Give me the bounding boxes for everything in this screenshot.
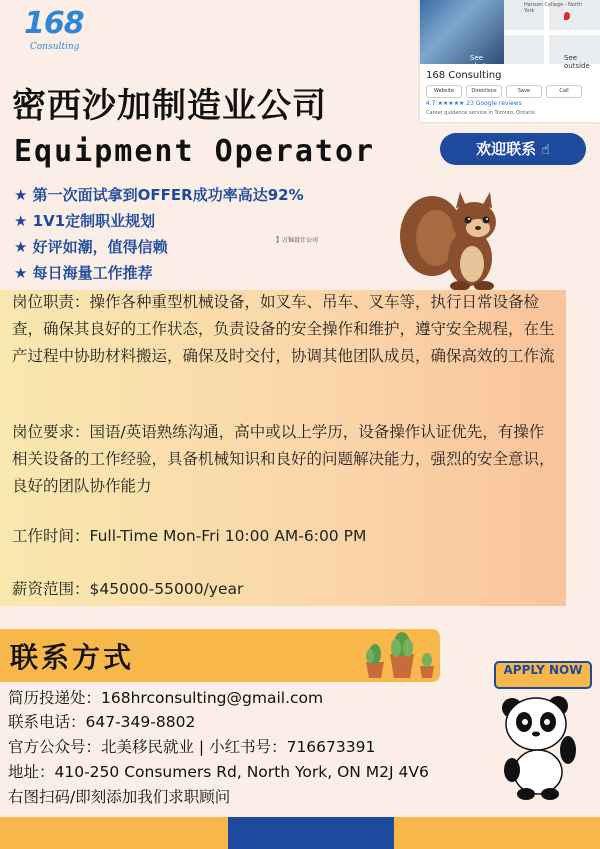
save-button[interactable]: Save <box>506 85 542 98</box>
see-photos-label: See photos <box>470 54 494 70</box>
perk-list <box>14 182 304 286</box>
perk-item: ★ 第一次面试拿到OFFER成功率高达92% <box>14 186 304 204</box>
resume-email[interactable]: 简历投递处：168hrconsulting@gmail.com <box>8 689 324 707</box>
google-business-card[interactable] <box>420 0 600 122</box>
watermark-text: 】万锦设计公司 <box>276 237 319 244</box>
building-photo[interactable] <box>420 0 504 70</box>
business-name: 168 Consulting <box>426 70 502 81</box>
job-duties: 岗位职责：操作各种重型机械设备，如叉车、吊车、叉车等，执行日常设备检查，确保其良好的工作状态，负责设备的安全操作和维护，遵守安全规程，在生产过程中协助材料搬运，确保及时交付，协调其他团队成员，确保高效的工作流 <box>12 293 555 365</box>
business-action-buttons <box>426 85 582 98</box>
position-title: Equipment Operator <box>14 134 376 169</box>
map-place-label: Hanson College - North York <box>524 2 583 14</box>
directions-button[interactable]: Directions <box>466 85 502 98</box>
see-outside-label: See outside <box>564 54 590 70</box>
perk-item: ★ 每日海量工作推荐 <box>14 264 153 282</box>
panda-illustration <box>496 692 580 800</box>
welcome-contact-button[interactable] <box>440 133 586 165</box>
squirrel-illustration <box>398 188 510 294</box>
perk-item: ★ 1V1定制职业规划 <box>14 212 156 230</box>
business-rating[interactable]: 4.7 ★★★★★ 23 Google reviews <box>426 100 522 107</box>
scan-qr-hint: 右图扫码/即刻添加我们求职顾问 <box>8 788 231 806</box>
logo-subtitle: Consulting <box>30 42 80 52</box>
map-pin-icon <box>564 12 570 20</box>
hand-pointer-icon: ☝ <box>541 142 550 158</box>
bottom-bar-accent <box>228 817 394 849</box>
official-accounts: 官方公众号：北美移民就业 | 小红书号：716673391 <box>8 738 376 756</box>
potted-plants-illustration <box>362 632 440 680</box>
contact-section-title: 联系方式 <box>10 641 135 674</box>
call-button[interactable]: Call <box>546 85 582 98</box>
perk-item: ★ 好评如潮，值得信赖 <box>14 238 168 256</box>
job-requirements: 岗位要求：国语/英语熟练沟通，高中或以上学历，设备操作认证优先，有操作相关设备的工作经验，具备机械知识和良好的问题解决能力，强烈的安全意识，良好的团队协作能力 <box>12 423 555 495</box>
company-title: 密西沙加制造业公司 <box>12 86 327 126</box>
salary-range: 薪资范围：$45000-55000/year <box>12 580 244 598</box>
map-thumbnail[interactable] <box>504 0 600 70</box>
work-hours: 工作时间：Full-Time Mon-Fri 10:00 AM-6:00 PM <box>12 527 367 545</box>
website-button[interactable]: Website <box>426 85 462 98</box>
office-address: 地址：410-250 Consumers Rd, North York, ON M2J 4V6 <box>8 763 429 781</box>
apply-now-button[interactable]: APPLY NOW <box>494 661 592 689</box>
welcome-contact-label: 欢迎联系 <box>476 140 537 158</box>
contact-phone[interactable]: 联系电话：647-349-8802 <box>8 713 196 731</box>
business-description: Career guidance service in Toronto, Ontario <box>426 110 535 116</box>
logo-number: 168 <box>24 6 84 41</box>
